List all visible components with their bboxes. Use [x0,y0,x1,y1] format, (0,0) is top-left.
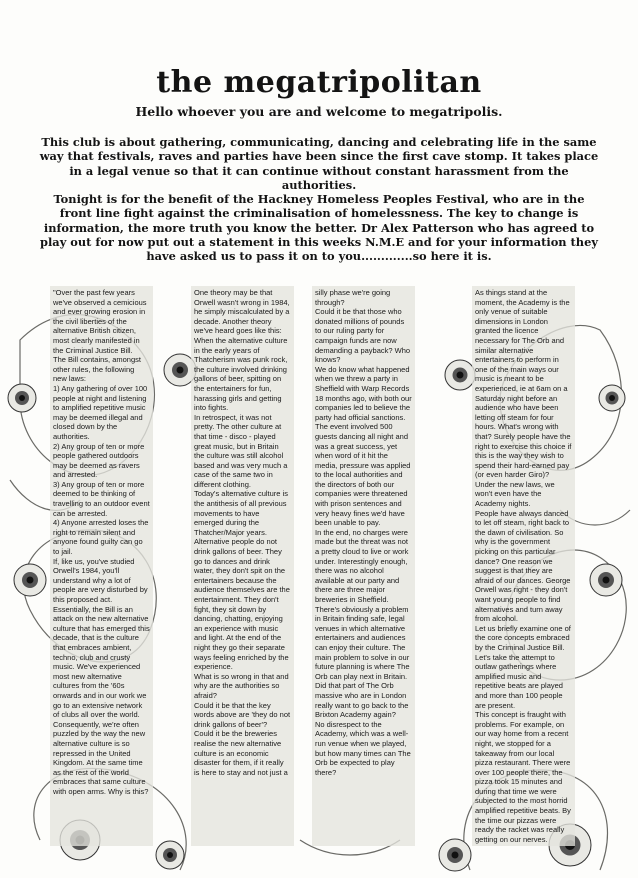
article-column: silly phase we're going through? Could it be that those who donated millions of pounds to our ruling party for campaign funds are now demanding a payback? Who knows? We do know what happened when we threw a party in Sheffield with Warp Records 18 months ago, with both our companies led to believe the party had official sanctions. The event involved 500 guests dancing all night and was a great success, yet when word of it hit the media, pressure was applied to the local authorities and the directors of both our companies were threatened with prison sentences and very heavy fines we'd have been unable to pay. In the end, no charges were made but the threat was not a pretty cloud to live or work under. Interestingly enough, there was no alcohol available at our party and there are three major breweries in Sheffield. There's obviously a problem in Britain finding safe, legal venues in which alternative entertainers and audiences can enjoy their culture. The main problem to solve in our future planning is where The Orb can play next in Britain. Did that part of The Orb massive who are in London really want to go back to the Brixton Academy again? No disrespect to the Academy, which was a well-run venue when we played, but how many times can The Orb be expected to play there? [312,286,415,846]
eyeball-icon [156,841,184,869]
eyeball-icon [8,384,36,412]
eyeball-icon [14,564,46,596]
article-column: As things stand at the moment, the Academy is the only venue of suitable dimensions in London granted the licence necessary for The Orb and similar alternative entertainers to perform in one of the main ways our music is meant to be experienced, ie at 6am on a Saturday night before an audience who have been letting off steam for four hours. What's wrong with that? Surely people have the right to exercise this choice if this is the way they wish to spend their hard-earned pay (or even harder Giro)? Under the new laws, we won't even have the Academy nights. People have always danced to let off steam, right back to the dawn of civilisation. So why is the government picking on this particular dance? One reason we suggest is that they are afraid of our dances. George Orwell was right - they don't want young people to find alternatives and turn away from alcohol. Let us briefly examine one of the core concepts embraced by the Criminal Justice Bill. Let's take the attempt to outlaw gatherings where amplified music and repetitive beats are played and more than 100 people are present. This concept is fraught with problems. For example, on our way home from a recent night, we stopped for a takeaway from our local pizza restaurant. There were over 100 people there, the pizza took 15 minutes and during that time we were subjected to the most horrid amplified repetitive beats. By the time our pizzas were ready the racket was really getting on our nerves. [472,286,575,846]
page-title: the megatripolitan [156,65,482,100]
intro-paragraph: Tonight is for the benefit of the Hackney Homeless Peoples Festival, who are in the front line fight against the criminalisation of homelessness. The key to change is information, the more truth you know the better. Dr Alex Patterson who has agreed to play out for now put out a statement in this weeks N.M.E and for your information they have asked us to pass it on to you.............so here it is. [40,192,598,264]
header [0,0,638,264]
eyeball-icon [445,360,475,390]
intro-block [39,135,599,264]
eyeball-icon [599,385,625,411]
article-column: "Over the past few years we've observed a cemicious and ever growing erosion in the civil liberties of the alternative British citizen, most clearly manifested in the Criminal Justice Bill. The Bill contains, amongst other rules, the following new laws: 1) Any gathering of over 100 people at night and listening to amplified repetitive music may be deemed illegal and closed down by the authorities. 2) Any group of ten or more people gathered outdoors may be deemed as ravers and arrested. 3) Any group of ten or more deemed to be thinking of travelling to an outdoor event can be arrested. 4) Anyone arrested loses the right to remain silent and anyone found guilty can go to jail. If, like us, you've studied Orwell's 1984, you'll understand why a lot of people are very disturbed by this proposed act. Essentially, the Bill is an attack on the new alternative culture that has emerged this decade, that is the culture that embraces ambient, techno, club and crusty music. We've experienced most new alternative cultures from the '60s onwards and in our work we go to an extensive network of clubs all over the world. Consequently, we're often puzzled by the way the new alternative culture is so repressed in the United Kingdom. At the same time as the rest of the world embraces that same culture with open arms. Why is this? [50,286,153,846]
article-column: One theory may be that Orwell wasn't wrong in 1984, he simply miscalculated by a decade. Another theory we've heard goes like this: When the alternative culture in the early years of Thatcherism was punk rock, the culture involved drinking gallons of beer, spitting on the entertainers for fun, harassing girls and getting into fights. In retrospect, it was not pretty. The other culture at that time - disco - played great music, but in Britain the culture was still alcohol based and was very much a case of the same two in different clothing. Today's alternative culture is the antithesis of all previous movements to have emerged during the Thatcher/Major years. Alternative people do not drink gallons of beer. They go to dances and drink water, they don't spit on the entertainers because the audience themselves are the entertainment. They don't fight, they sit down by dancing, chatting, enjoying an experience with music and light. At the end of the night they go their separate ways feeling enriched by the experience. What is so wrong in that and why are the authorities so afraid? Could it be that the key words above are 'they do not drink gallons of beer'? Could it be the breweries realise the new alternative culture is an economic disaster for them, if it really is here to stay and not just a [191,286,294,846]
eyeball-icon [439,839,471,871]
welcome-subtitle: Hello whoever you are and welcome to megatripolis. [135,104,503,119]
intro-paragraph: This club is about gathering, communicating, dancing and celebrating life in the same way that festivals, raves and parties have been since the first cave stomp. It takes place in a legal venue so that it can continue without constant harassment from the authorities. [39,135,599,192]
eyeball-icon [590,564,622,596]
